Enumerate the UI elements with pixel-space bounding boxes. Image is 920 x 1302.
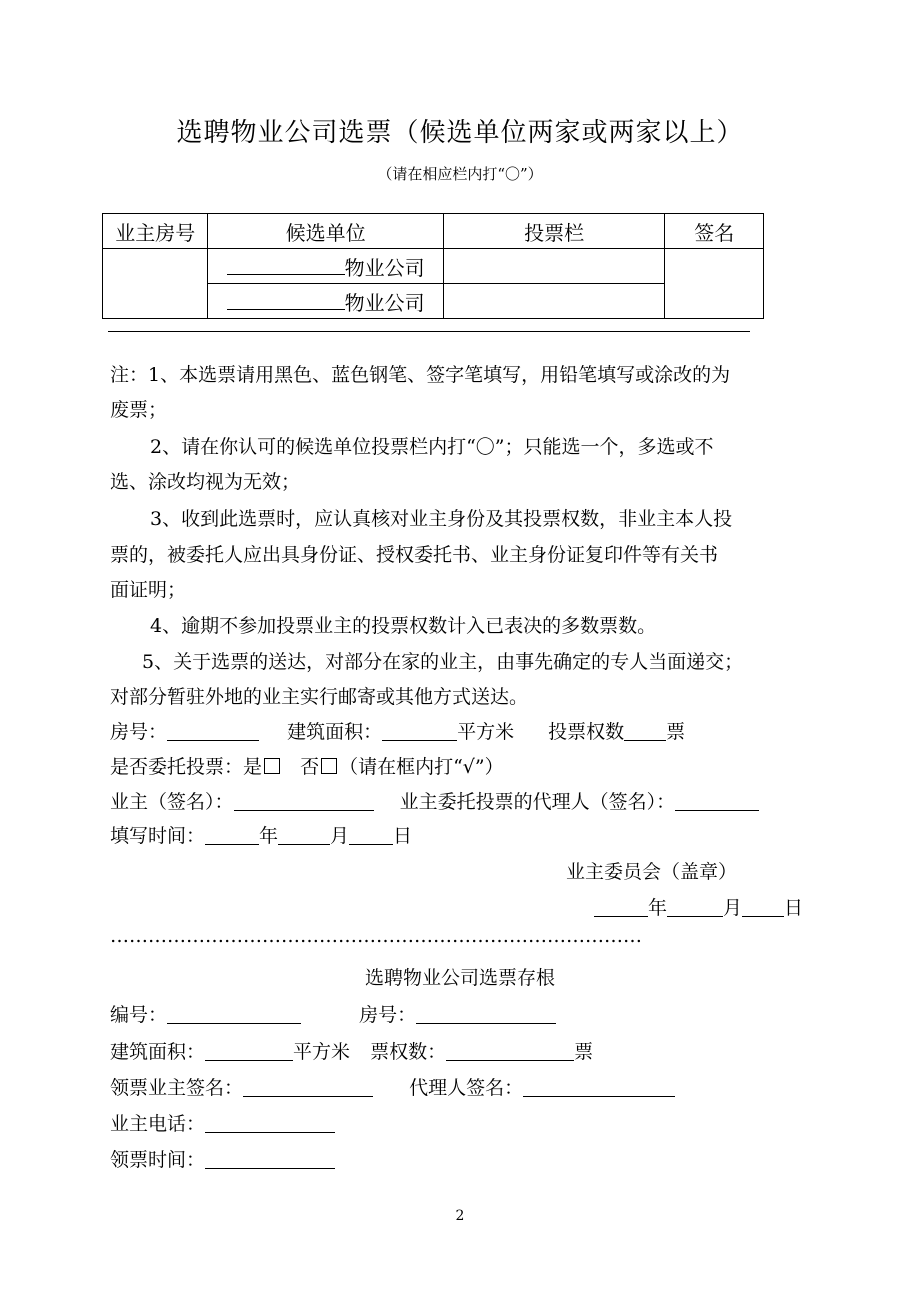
note-line: 选、涂改均视为无效；: [110, 471, 301, 493]
stub-line-phone: [110, 1112, 335, 1136]
year-field[interactable]: [594, 898, 648, 917]
stub-agent-field[interactable]: [523, 1078, 675, 1097]
day-label: 日: [784, 897, 804, 919]
sqm-label: 平方米: [457, 721, 515, 743]
stub-agent-label: 代理人签名：: [409, 1077, 524, 1099]
page-subtitle: （请在相应栏内打“〇”）: [377, 165, 543, 183]
header-vote: 投票栏: [443, 214, 665, 249]
stub-collector-field[interactable]: [243, 1078, 373, 1097]
stub-line-area: [110, 1040, 593, 1064]
owner-sign-label: 业主（签名）：: [110, 791, 234, 813]
note-line: 对部分暂驻外地的业主实行邮寄或其他方式送达。: [110, 686, 529, 708]
yes-checkbox[interactable]: [264, 758, 280, 774]
stub-line-time: [110, 1148, 335, 1172]
area-field[interactable]: [382, 722, 457, 741]
stub-time-label: 领票时间：: [110, 1149, 206, 1171]
note-line: 3、收到此选票时，应认真核对业主身份及其投票权数，非业主本人投: [150, 508, 733, 530]
committee-seal: 业主委员会（盖章）: [566, 861, 738, 883]
day-field[interactable]: [349, 826, 393, 845]
vote-cell[interactable]: [443, 249, 665, 284]
stub-time-field[interactable]: [205, 1150, 335, 1169]
candidate-blank[interactable]: [227, 289, 345, 310]
month-label: 月: [330, 825, 350, 847]
divider-line: [108, 331, 750, 332]
month-field[interactable]: [278, 826, 330, 845]
candidate-suffix: 物业公司: [344, 290, 425, 315]
candidate-cell[interactable]: [208, 284, 443, 319]
header-candidate: 候选单位: [208, 214, 443, 249]
candidate-cell[interactable]: [208, 249, 443, 284]
stub-collector-label: 领票业主签名：: [110, 1077, 244, 1099]
room-cell[interactable]: [103, 249, 208, 319]
vote-table: [102, 213, 764, 319]
note-line: 注：1、本选票请用黑色、蓝色钢笔、签字笔填写，用铅笔填写或涂改的为: [110, 364, 731, 386]
ticket-label: 票: [666, 721, 686, 743]
vote-cell[interactable]: [443, 284, 665, 319]
stub-room-label: 房号：: [359, 1004, 417, 1026]
note-line: 5、关于选票的送达，对部分在家的业主，由事先确定的专人当面递交；: [142, 651, 744, 673]
form-line-room: [110, 720, 685, 744]
note-line: 2、请在你认可的候选单位投票栏内打“〇”；只能选一个，多选或不: [150, 436, 714, 458]
year-field[interactable]: [205, 826, 259, 845]
stub-phone-field[interactable]: [205, 1114, 335, 1133]
no-checkbox[interactable]: [321, 758, 337, 774]
owner-sign-field[interactable]: [234, 792, 374, 811]
room-field[interactable]: [167, 722, 259, 741]
cut-line: …………………………………………………………………………: [110, 925, 642, 947]
agent-sign-field[interactable]: [675, 792, 759, 811]
votes-label: 投票权数: [548, 721, 625, 743]
stub-line-sign: [110, 1076, 675, 1100]
note-line: 4、逾期不参加投票业主的投票权数计入已表决的多数票数。: [150, 615, 657, 637]
stub-area-label: 建筑面积：: [110, 1041, 206, 1063]
stub-no-label: 编号：: [110, 1004, 168, 1026]
stub-phone-label: 业主电话：: [110, 1113, 206, 1135]
no-label: 否: [300, 756, 320, 778]
agent-sign-label: 业主委托投票的代理人（签名）：: [399, 791, 676, 813]
table-row: [103, 249, 764, 284]
stub-sqm-label: 平方米: [293, 1041, 351, 1063]
form-line-time: [110, 824, 412, 848]
day-field[interactable]: [742, 898, 784, 917]
form-line-sign: [110, 790, 759, 814]
year-label: 年: [648, 897, 668, 919]
committee-date: [594, 896, 803, 920]
stub-ticket-label: 票: [574, 1041, 594, 1063]
header-room: 业主房号: [103, 214, 208, 249]
note-line: 废票；: [110, 399, 168, 421]
stub-no-field[interactable]: [167, 1005, 301, 1024]
votes-field[interactable]: [624, 722, 666, 741]
stub-line-no: [110, 1003, 556, 1027]
header-sign: 签名: [665, 214, 764, 249]
stub-votes-label: 票权数：: [370, 1041, 447, 1063]
area-label: 建筑面积：: [287, 721, 383, 743]
note-line: 票的，被委托人应出具身份证、授权委托书、业主身份证复印件等有关书: [110, 544, 719, 566]
stub-title: 选聘物业公司选票存根: [364, 967, 555, 989]
stub-room-field[interactable]: [416, 1005, 556, 1024]
month-field[interactable]: [667, 898, 723, 917]
form-line-proxy: [110, 755, 504, 779]
candidate-blank[interactable]: [227, 254, 345, 275]
fill-time-label: 填写时间：: [110, 825, 206, 847]
year-label: 年: [259, 825, 279, 847]
sign-cell[interactable]: [665, 249, 764, 319]
room-label: 房号：: [110, 721, 168, 743]
page-number: 2: [455, 1208, 465, 1224]
month-label: 月: [723, 897, 743, 919]
stub-area-field[interactable]: [205, 1042, 293, 1061]
candidate-suffix: 物业公司: [344, 255, 425, 280]
page-title: 选聘物业公司选票（候选单位两家或两家以上）: [176, 118, 744, 148]
stub-votes-field[interactable]: [446, 1042, 574, 1061]
day-label: 日: [393, 825, 413, 847]
note-line: 面证明；: [110, 579, 187, 601]
proxy-question: 是否委托投票：是: [110, 756, 263, 778]
proxy-hint: （请在框内打“√”）: [339, 756, 504, 778]
table-header-row: [103, 214, 764, 249]
